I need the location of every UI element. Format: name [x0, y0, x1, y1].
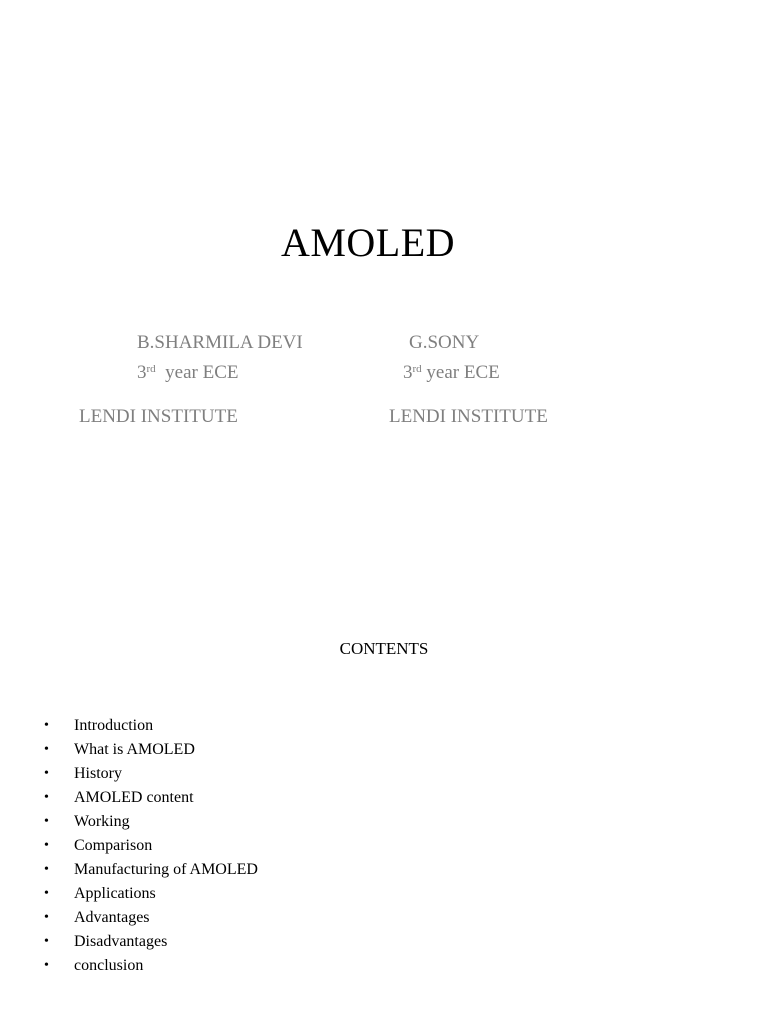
list-item-label: Applications	[74, 885, 156, 902]
author-1-year-text: year ECE	[165, 362, 239, 383]
list-item-label: What is AMOLED	[74, 741, 195, 758]
bullet-icon: •	[44, 790, 49, 805]
bullet-icon: •	[44, 886, 49, 901]
list-item	[42, 954, 258, 978]
author-2-year	[403, 361, 500, 385]
author-2-institute: LENDI INSTITUTE	[389, 406, 548, 427]
list-item	[42, 786, 258, 810]
bullet-icon: •	[44, 862, 49, 877]
author-2-year-number: 3	[403, 362, 413, 383]
author-2-name: G.SONY	[409, 332, 480, 353]
bullet-icon: •	[44, 934, 49, 949]
list-item	[42, 906, 258, 930]
bullet-icon: •	[44, 958, 49, 973]
bullet-icon: •	[44, 742, 49, 757]
author-1-year-number: 3	[137, 362, 147, 383]
list-item	[42, 762, 258, 786]
list-item	[42, 738, 258, 762]
list-item	[42, 834, 258, 858]
author-1-name: B.SHARMILA DEVI	[137, 332, 303, 353]
list-item-label: Manufacturing of AMOLED	[74, 861, 258, 878]
list-item	[42, 858, 258, 882]
list-item	[42, 930, 258, 954]
contents-list	[42, 714, 258, 978]
bullet-icon: •	[44, 766, 49, 781]
author-2-year-ordinal: rd	[412, 363, 422, 375]
list-item	[42, 882, 258, 906]
list-item-label: Comparison	[74, 837, 153, 854]
list-item-label: AMOLED content	[74, 789, 194, 806]
bullet-icon: •	[44, 838, 49, 853]
bullet-icon: •	[44, 718, 49, 733]
bullet-icon: •	[44, 910, 49, 925]
document-title: AMOLED	[280, 220, 456, 265]
contents-heading: CONTENTS	[339, 639, 429, 658]
list-item-label: Working	[74, 813, 130, 830]
list-item-label: Introduction	[74, 717, 154, 734]
list-item-label: conclusion	[74, 957, 144, 974]
list-item	[42, 714, 258, 738]
list-item-label: History	[74, 765, 122, 782]
list-item-label: Disadvantages	[74, 933, 168, 950]
author-1-year	[137, 361, 239, 385]
bullet-icon: •	[44, 814, 49, 829]
list-item	[42, 810, 258, 834]
list-item-label: Advantages	[74, 909, 150, 926]
author-1-institute: LENDI INSTITUTE	[79, 406, 238, 427]
author-1-year-ordinal: rd	[146, 363, 156, 375]
author-2-year-text: year ECE	[426, 362, 500, 383]
